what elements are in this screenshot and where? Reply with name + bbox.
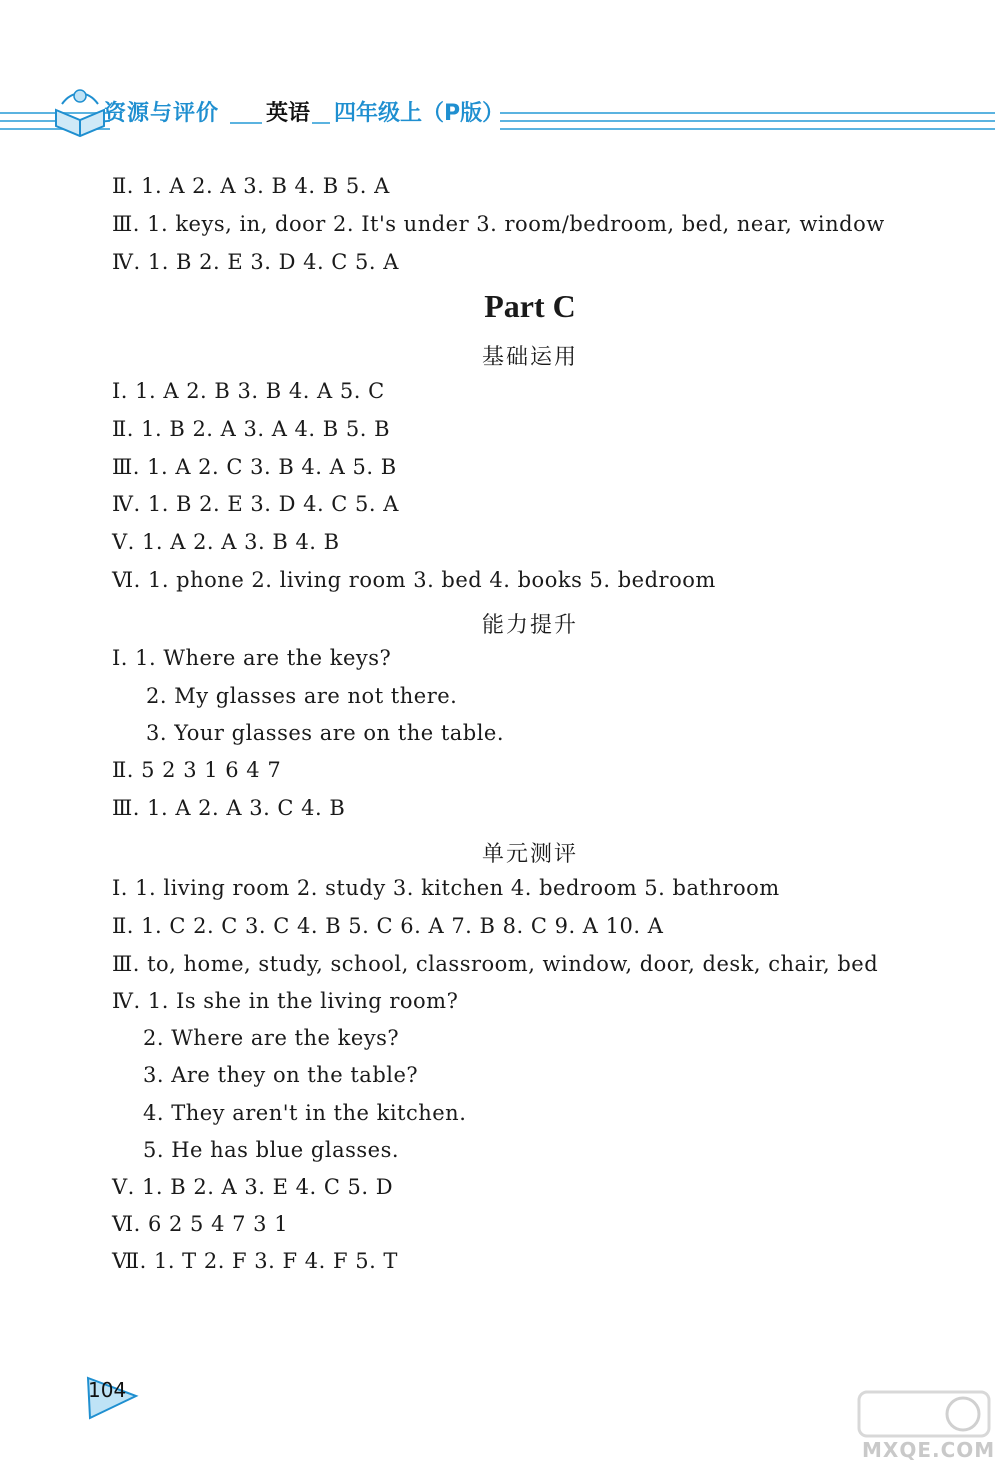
part-title: Part C <box>484 288 576 324</box>
answer-line: 5. He has blue glasses. <box>143 1138 400 1162</box>
series-title: 资源与评价 <box>104 101 220 126</box>
answer-line: Ⅶ. 1. T 2. F 3. F 4. F 5. T <box>112 1249 398 1273</box>
page-header <box>0 80 1000 150</box>
answer-line: Ⅱ. 1. C 2. C 3. C 4. B 5. C 6. A 7. B 8. C 9. A 10. A <box>112 914 664 938</box>
answer-line: Ⅴ. 1. A 2. A 3. B 4. B <box>112 530 340 554</box>
answer-line: Ⅵ. 6 2 5 4 7 3 1 <box>112 1212 289 1236</box>
section-title-ability: 能力提升 <box>481 613 578 638</box>
answer-line: Ⅳ. 1. B 2. E 3. D 4. C 5. A <box>112 492 399 516</box>
answer-line: Ⅳ. 1. Is she in the living room? <box>112 989 459 1013</box>
answer-line: 3. Are they on the table? <box>143 1063 419 1087</box>
section-title-basic: 基础运用 <box>481 345 578 370</box>
grade-title: 四年级上（P版） <box>334 101 505 126</box>
answer-line: Ⅵ. 1. phone 2. living room 3. bed 4. books 5. bedroom <box>112 568 716 592</box>
answer-line: 2. My glasses are not there. <box>146 684 458 708</box>
section-title-unit-test: 单元测评 <box>481 842 578 867</box>
page-number: 104 <box>88 1378 127 1402</box>
answer-line: 3. Your glasses are on the table. <box>146 721 505 745</box>
answer-line: Ⅱ. 1. A 2. A 3. B 4. B 5. A <box>112 174 390 198</box>
answer-line: Ⅲ. 1. A 2. A 3. C 4. B <box>112 796 346 820</box>
answer-line: Ⅱ. 5 2 3 1 6 4 7 <box>112 758 282 782</box>
answer-line: Ⅴ. 1. B 2. A 3. E 4. C 5. D <box>112 1175 394 1199</box>
answer-line: Ⅰ. 1. living room 2. study 3. kitchen 4. bedroom 5. bathroom <box>112 876 780 900</box>
subject-title: 英语 <box>266 101 311 126</box>
answer-line: Ⅰ. 1. Where are the keys? <box>112 646 392 670</box>
answer-line: Ⅲ. 1. A 2. C 3. B 4. A 5. B <box>112 455 397 479</box>
answer-line: Ⅱ. 1. B 2. A 3. A 4. B 5. B <box>112 417 391 441</box>
answer-line: Ⅳ. 1. B 2. E 3. D 4. C 5. A <box>112 250 399 274</box>
book-logo-icon <box>52 80 108 140</box>
answer-line: Ⅲ. to, home, study, school, classroom, window, door, desk, chair, bed <box>112 952 879 976</box>
answer-line: 2. Where are the keys? <box>143 1026 400 1050</box>
answer-line: Ⅲ. 1. keys, in, door 2. It's under 3. room/bedroom, bed, near, window <box>112 212 885 236</box>
answer-line: 4. They aren't in the kitchen. <box>143 1101 467 1125</box>
answer-line: Ⅰ. 1. A 2. B 3. B 4. A 5. C <box>112 379 385 403</box>
watermark-text: MXQE.COM <box>862 1438 996 1462</box>
